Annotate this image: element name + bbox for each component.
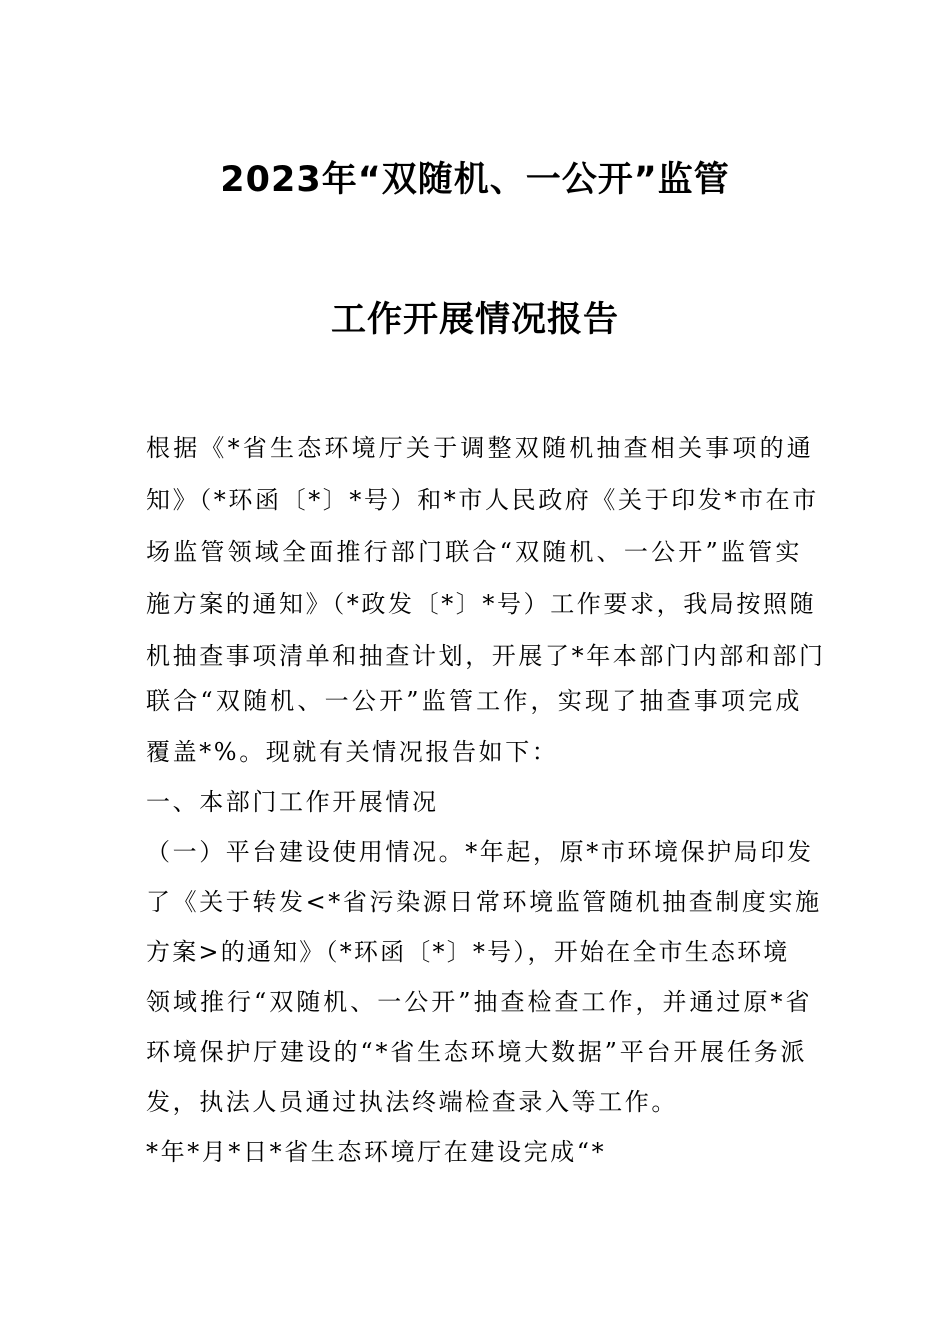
body-line: *年*月*日*省生态环境厅在建设完成“* bbox=[146, 1138, 607, 1166]
body-line: 施方案的通知》（*政发〔*〕*号）工作要求，我局按照随 bbox=[146, 590, 817, 618]
body-line: 领域推行“双随机、一公开”抽查检查工作，并通过原*省 bbox=[146, 988, 813, 1016]
body-line: 场监管领域全面推行部门联合“双随机、一公开”监管实 bbox=[146, 538, 803, 566]
body-line: 了《关于转发<*省污染源日常环境监管随机抽查制度实施 bbox=[146, 888, 822, 916]
document-title-line-2: 工作开展情况报告 bbox=[330, 300, 619, 340]
body-line: 环境保护厅建设的“*省生态环境大数据”平台开展任务派 bbox=[146, 1038, 808, 1066]
body-line: 联合“双随机、一公开”监管工作，实现了抽查事项完成 bbox=[146, 687, 803, 715]
body-line: 机抽查事项清单和抽查计划，开展了*年本部门内部和部门 bbox=[146, 642, 826, 670]
body-line: 知》（*环函〔*〕*号）和*市人民政府《关于印发*市在市 bbox=[146, 486, 819, 514]
section-heading: 一、本部门工作开展情况 bbox=[146, 788, 439, 816]
body-line: 发，执法人员通过执法终端检查录入等工作。 bbox=[146, 1088, 678, 1116]
body-line: 方案>的通知》（*环函〔*〕*号），开始在全市生态环境 bbox=[146, 938, 790, 966]
body-line: 覆盖*%。现就有关情况报告如下： bbox=[146, 738, 559, 766]
document-title-line-1: 2023年“双随机、一公开”监管 bbox=[220, 160, 730, 200]
body-line: 根据《*省生态环境厅关于调整双随机抽查相关事项的通 bbox=[146, 434, 814, 462]
body-line: （一）平台建设使用情况。*年起，原*市环境保护局印发 bbox=[146, 838, 814, 866]
